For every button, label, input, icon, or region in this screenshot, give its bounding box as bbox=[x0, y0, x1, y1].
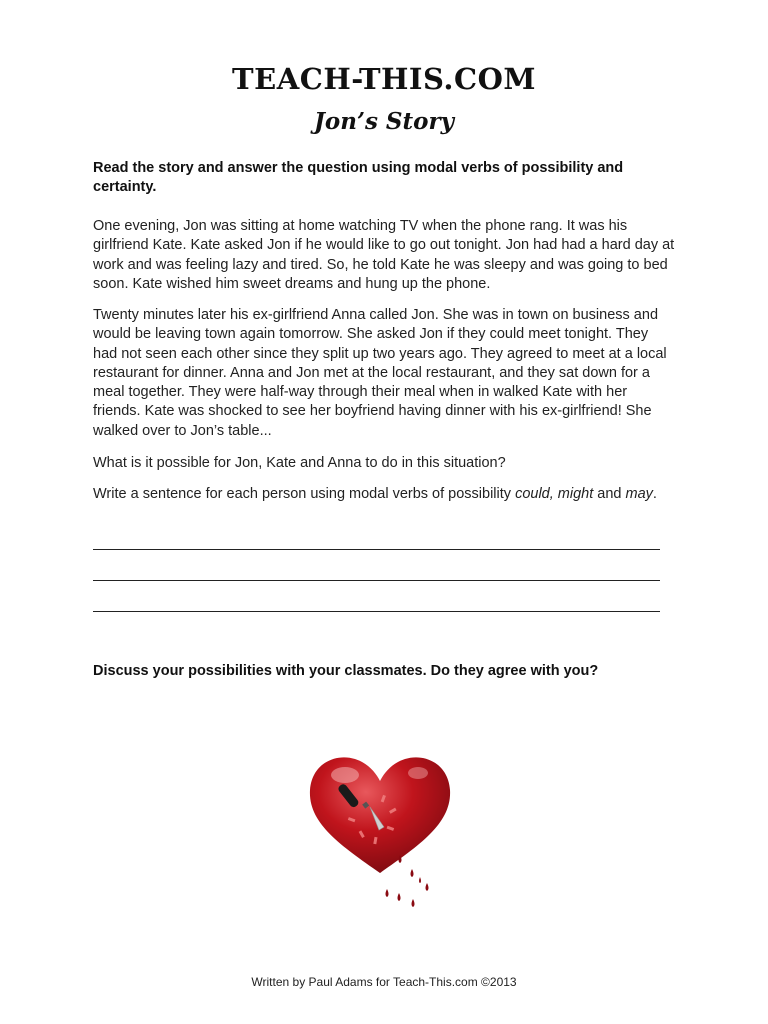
task-end: . bbox=[652, 486, 657, 502]
site-title: TEACH-THIS.COM bbox=[232, 62, 536, 96]
task-modal-last: may bbox=[625, 486, 653, 502]
task-text: Write a sentence for each person using modal verbs of possibility bbox=[93, 486, 516, 502]
task-instruction bbox=[93, 485, 675, 504]
footer-credit: Written by Paul Adams for Teach-This.com ©2013 bbox=[251, 975, 517, 989]
answer-line-3[interactable] bbox=[93, 611, 660, 612]
task-and: and bbox=[593, 486, 626, 502]
discussion-prompt: Discuss your possibilities with your classmates. Do they agree with you? bbox=[93, 663, 599, 679]
story-paragraph-2: Twenty minutes later his ex-girlfriend Anna called Jon. She was in town on business and would be leaving town again tomorrow. She asked Jon if they could meet tonight. They had not seen each other since they split up two years ago. They agreed to meet at a local restaurant for dinner. Anna and Jon met at the local restaurant, and they sat down for a meal together. They were half-way through their meal when in walked Kate with her friends. Kate was shocked to see her boyfriend having dinner with his ex-girlfriend! She walked over to Jon’s table... bbox=[93, 307, 667, 439]
broken-heart-knife-icon bbox=[300, 745, 460, 915]
answer-line-2[interactable] bbox=[93, 580, 660, 581]
heart-shape bbox=[310, 757, 450, 873]
heart-highlight bbox=[331, 767, 359, 783]
task-modals: could, might bbox=[515, 486, 594, 502]
instructions: Read the story and answer the question using modal verbs of possibility and certainty. bbox=[93, 160, 624, 195]
question: What is it possible for Jon, Kate and Anna to do in this situation? bbox=[93, 455, 506, 471]
story-paragraph-1: One evening, Jon was sitting at home watching TV when the phone rang. It was his girlfriend Kate. Kate asked Jon if he would like to go out tonight. Jon had had a hard day at work and was feeling lazy and tired. So, he told Kate he was sleepy and was going to bed soon. Kate wished him sweet dreams and hung up the phone. bbox=[93, 218, 675, 292]
answer-line-1[interactable] bbox=[93, 549, 660, 550]
story-title: Jon’s Story bbox=[314, 108, 454, 135]
